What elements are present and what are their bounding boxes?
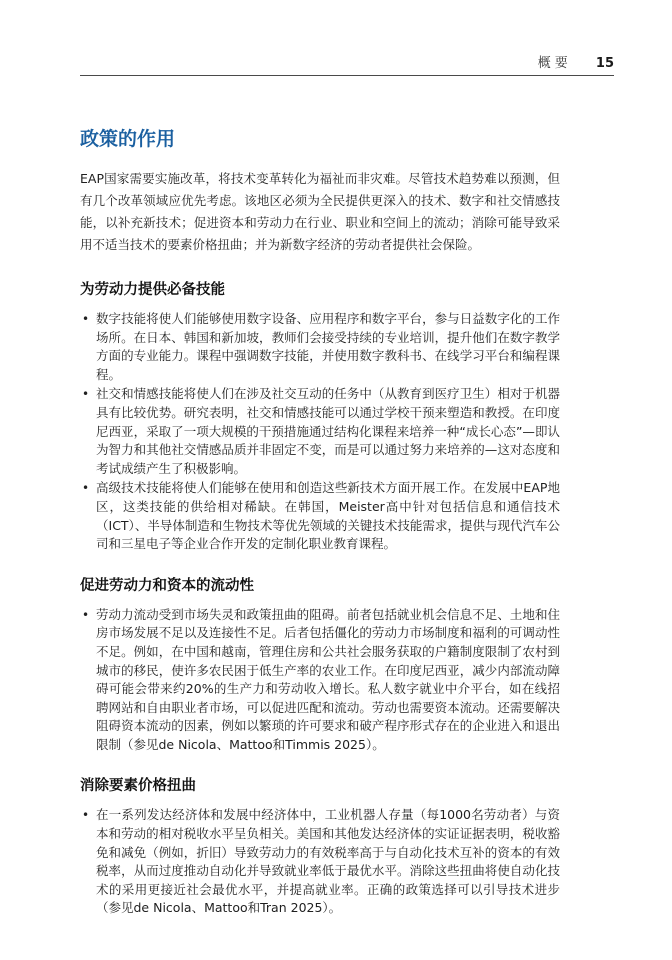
bullet-icon: • bbox=[82, 312, 90, 326]
bullet-icon: • bbox=[82, 481, 90, 496]
list-item bbox=[80, 606, 560, 755]
section-title-price-distortions: 消除要素价格扭曲 bbox=[80, 778, 196, 795]
bullet-text: 劳动力流动受到市场失灵和政策扭曲的阻碍。前者包括就业机会信息不足、土地和住房市场发展不足以及连接性不足。后者包括僵化的劳动力市场制度和福利的可调动性不足。例如，在中国和越南，管理住房和公共社会服务获取的户籍制度限制了农村到城市的移民，使许多农民困于低生产率的农业工作。在印度尼西亚，减少内部流动障碍可能会带来约20%的生产力和劳动收入增长。私人数字就业中介平台，如在线招聘网站和自由职业者市场，可以促进匹配和流动。劳动也需要资本流动。还需要解决阻碍资本流动的因素，例如以繁琐的许可要求和破产程序形式存在的企业进入和退出限制（参见de Nicola、Mattoo和Timmis 2025）。 bbox=[96, 606, 560, 752]
mobility-bullet-list bbox=[80, 606, 560, 755]
running-header bbox=[80, 52, 614, 72]
intro-paragraph: EAP国家需要实施改革，将技术变革转化为福祉而非灾难。尽管技术趋势难以预测，但有几个改革领域应优先考虑。该地区必须为全民提供更深入的技术、数字和社交情感技能，以补充新技术；促进资本和劳动力在行业、职业和空间上的流动；消除可能导致采用不适当技术的要素价格扭曲；并为新数字经济的劳动者提供社会保险。 bbox=[80, 171, 560, 252]
page-title: 政策的作用 bbox=[80, 128, 176, 150]
bullet-text: 高级技术技能将使人们能够在使用和创造这些新技术方面开展工作。在发展中EAP地区，这类技能的供给相对稀缺。在韩国，Meister高中针对包括信息和通信技术（ICT）、半导体制造和生物技术等优先领域的关键技术技能需求，提供与现代汽车公司和三星电子等企业合作开发的定制化职业教育课程。 bbox=[96, 480, 560, 552]
bullet-text: 社交和情感技能将使人们在涉及社交互动的任务中（从教育到医疗卫生）相对于机器具有比较优势。研究表明，社交和情感技能可以通过学校干预来塑造和教授。在印度尼西亚，采取了一项大规模的干预措施通过结构化课程来培养一种“成长心态”—即认为智力和其他社交情感品质并非固定不变，而是可以通过努力来培养的—这对态度和考试成绩产生了积极影响。 bbox=[96, 386, 560, 476]
bullet-text: 数字技能将使人们能够使用数字设备、应用程序和数字平台，参与日益数字化的工作场所。在日本、韩国和新加坡，教师们会接受持续的专业培训，提升他们在数字教学方面的专业能力。课程中强调数字技能，并使用数字教科书、在线学习平台和编程课程。 bbox=[96, 311, 560, 382]
list-item bbox=[80, 479, 560, 553]
bullet-icon: • bbox=[82, 387, 90, 402]
list-item bbox=[80, 310, 560, 384]
bullet-icon: • bbox=[82, 607, 90, 622]
bullet-text: 在一系列发达经济体和发展中经济体中，工业机器人存量（每1000名劳动者）与资本和劳动的相对税收水平呈负相关。美国和其他发达经济体的实证证据表明，税收豁免和减免（例如，折旧）导致劳动力的有效税率高于与自动化技术互补的资本的有效税率，从而过度推动自动化并导致就业率低于最优水平。消除这些扭曲将使自动化技术的采用更接近社会最优水平，并提高就业率。正确的政策选择可以引导技术进步（参见de Nicola、Mattoo和Tran 2025）。 bbox=[96, 807, 560, 916]
section-title-skills: 为劳动力提供必备技能 bbox=[80, 282, 225, 298]
list-item bbox=[80, 806, 560, 918]
running-header-section: 概要 bbox=[537, 56, 572, 71]
header-rule bbox=[80, 75, 614, 76]
list-item bbox=[80, 385, 560, 478]
price-distortions-bullet-list bbox=[80, 806, 560, 918]
bullet-icon: • bbox=[82, 808, 90, 823]
skills-bullet-list bbox=[80, 310, 560, 554]
page-body bbox=[80, 120, 560, 940]
section-title-mobility: 促进劳动力和资本的流动性 bbox=[80, 577, 254, 594]
page-number: 15 bbox=[595, 56, 614, 71]
